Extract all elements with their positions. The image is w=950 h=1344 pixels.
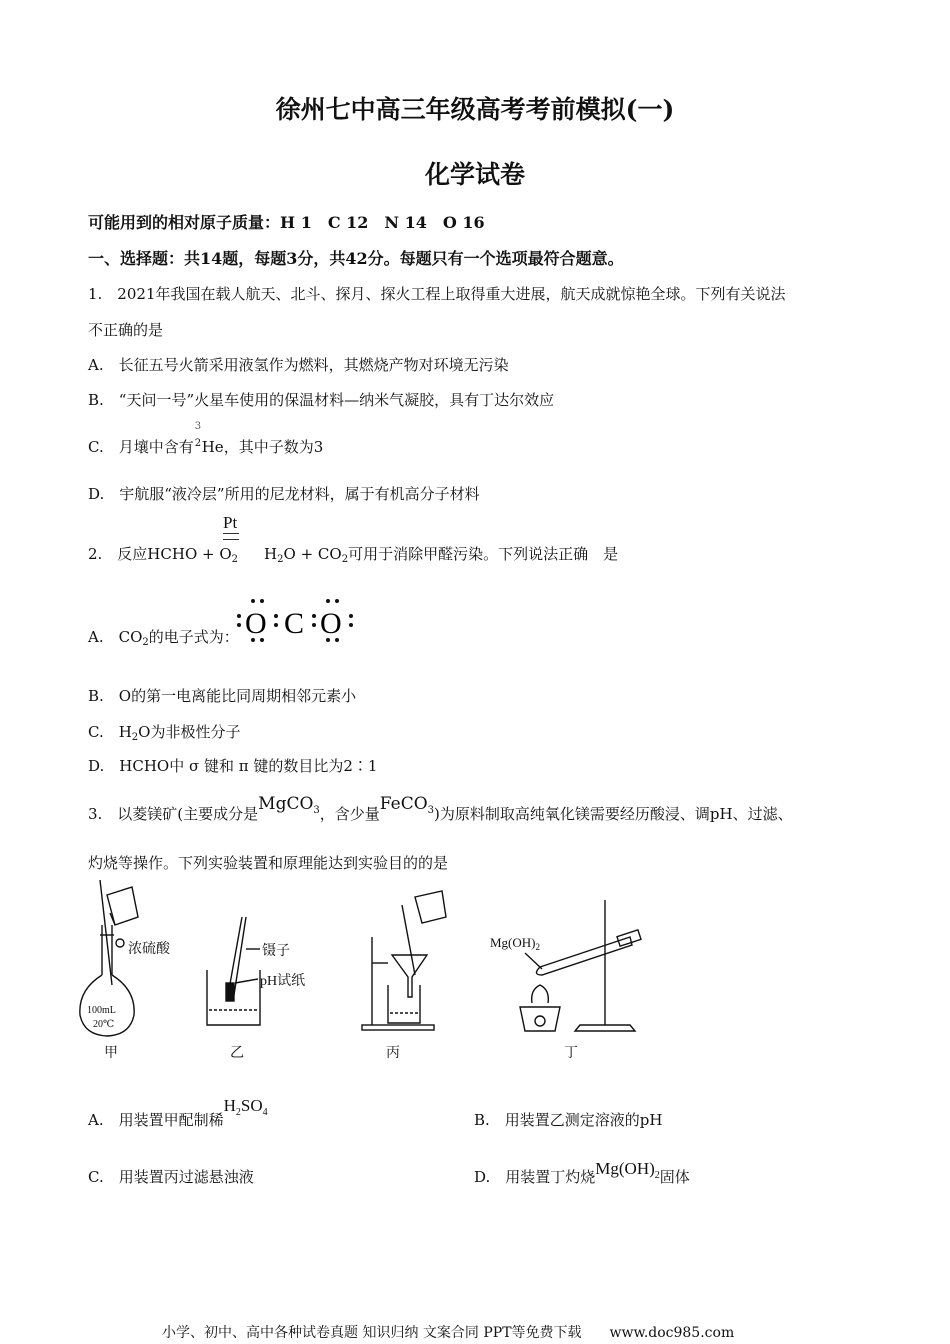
o2-subscript: 2	[231, 554, 239, 565]
co2-a-subscript: 2	[142, 637, 149, 648]
q1-option-a: A. 长征五号火箭采用液氢作为燃料，其燃烧产物对环境无污染	[88, 356, 509, 374]
q2-option-a-post: 的电子式为：	[148, 628, 239, 646]
apparatus-yi	[207, 917, 305, 1061]
flask-volume: 100mL	[87, 1005, 116, 1016]
q2-option-c-pre: C. H	[88, 723, 132, 741]
feco3-formula: FeCO	[379, 794, 428, 814]
q2-option-c	[88, 721, 240, 743]
q1-option-d: D. 宇航服“液冷层”所用的尼龙材料，属于有机高分子材料	[88, 485, 480, 503]
flame	[532, 985, 549, 1003]
h2o-o: O + CO	[283, 545, 342, 563]
q3-option-a-pre: A. 用装置甲配制稀	[88, 1111, 224, 1129]
alcohol-lamp	[520, 1007, 560, 1031]
q3-option-b: B. 用装置乙测定溶液的pH	[474, 1111, 663, 1129]
ph-paper	[226, 983, 234, 1001]
q2-stem-pre: 2. 反应HCHO + O	[88, 545, 232, 563]
mgoh2-formula: Mg(OH)	[595, 1159, 655, 1178]
h2so4-h-subscript: 2	[235, 1107, 241, 1118]
lewis-oxygen-left: O	[245, 607, 267, 640]
co2-lewis-structure	[232, 596, 362, 646]
label-bing: 丙	[386, 1046, 400, 1061]
apparatus-ding	[490, 900, 641, 1061]
h2o-c-subscript: 2	[131, 732, 139, 743]
nuclide-notation	[194, 421, 202, 452]
q2-option-a	[88, 626, 239, 648]
q2-stem	[88, 543, 618, 565]
q3-option-d-post: 固体	[659, 1168, 690, 1186]
lewis-carbon: C	[284, 607, 305, 640]
mass-number: 3	[194, 421, 202, 432]
q1-option-c-pre: C. 月壤中含有	[88, 438, 194, 456]
atomic-masses: 可能用到的相对原子质量：H 1 C 12 N 14 O 16	[88, 213, 485, 232]
stand-base	[362, 1025, 434, 1030]
tweezers-label: 镊子	[262, 944, 290, 959]
label-yi: 乙	[230, 1046, 244, 1061]
apparatus-bing	[362, 891, 446, 1061]
q3-stem-line2: 灼烧等操作。下列实验装置和原理能达到实验目的的是	[88, 854, 449, 872]
ph-paper-label: pH试纸	[260, 974, 306, 989]
reaction-equals	[223, 533, 239, 540]
q3-stem-post: )为原料制取高纯氧化镁需要经历酸浸、调pH、过滤、	[434, 805, 793, 823]
mgoh2-label: $Mg(OH)_2$	[490, 935, 540, 952]
q1-stem-line2: 不正确的是	[88, 321, 164, 339]
q1-option-c	[88, 421, 324, 457]
feco3-subscript: 3	[427, 805, 435, 816]
q2-option-b: B. O的第一电离能比同周期相邻元素小	[88, 687, 357, 705]
funnel	[392, 955, 427, 997]
q3-option-d-pre: D. 用装置丁灼烧	[474, 1168, 596, 1186]
mgco3-formula: MgCO	[258, 794, 314, 814]
catalyst-label: Pt	[223, 513, 238, 532]
mgco3-subscript: 3	[313, 805, 320, 816]
apparatus-jia	[80, 880, 171, 1061]
exam-title: 徐州七中高三年级高考考前模拟(一)	[275, 95, 675, 124]
pouring-beaker	[107, 887, 138, 925]
q2-option-c-post: O为非极性分子	[138, 723, 241, 741]
q3-option-a	[88, 1096, 268, 1132]
stand-base-ding	[575, 1025, 635, 1031]
q3-option-c: C. 用装置丙过滤悬浊液	[88, 1168, 254, 1186]
test-tube	[536, 937, 632, 975]
footer-text: 小学、初中、高中各种试卷真题 知识归纳 文案合同 PPT等免费下载 www.doc985.com	[162, 1325, 735, 1341]
label-jia: 甲	[104, 1046, 118, 1061]
q1-option-c-post: ，其中子数为3	[223, 438, 324, 456]
element-symbol: He	[201, 438, 224, 456]
stopper	[116, 939, 124, 947]
q3-stem-pre: 3. 以菱镁矿(主要成分是	[88, 805, 259, 823]
pouring-beaker-bing	[415, 891, 446, 923]
label-ding: 丁	[564, 1046, 578, 1061]
apparatus-figure	[70, 875, 670, 1065]
q2-stem-post: 可用于消除甲醛污染。下列说法正确 是	[348, 545, 619, 563]
h2so4-o-subscript: 4	[262, 1107, 268, 1118]
exam-subtitle: 化学试卷	[424, 160, 525, 189]
q2-option-a-pre: A. CO	[88, 628, 143, 646]
q3-option-d	[474, 1159, 690, 1189]
h2so4-h: H	[223, 1096, 236, 1115]
glass-rod-bing	[402, 905, 415, 975]
co2-subscript: 2	[341, 554, 349, 565]
h2o-h: H	[264, 545, 278, 563]
q1-stem-line1: 1. 2021年我国在载人航天、北斗、探月、探火工程上取得重大进展，航天成就惊艳全球。下列有关说法	[88, 285, 786, 303]
q3-stem-mid: ，含少量	[319, 805, 380, 823]
h2so4-so: SO	[240, 1096, 263, 1115]
atomic-number: 2	[194, 438, 202, 449]
receiving-beaker	[388, 985, 420, 1023]
mgoh2-subscript: 2	[654, 1170, 660, 1181]
h2o-subscript: 2	[277, 554, 284, 565]
q1-option-b: B. “天问一号”火星车使用的保温材料—纳米气凝胶，具有丁达尔效应	[88, 391, 555, 409]
q3-stem-line1	[88, 794, 793, 826]
flask-temp: 20℃	[93, 1019, 115, 1030]
section-one-heading: 一、选择题：共14题，每题3分，共42分。每题只有一个选项最符合题意。	[88, 249, 624, 268]
lewis-oxygen-right: O	[320, 607, 342, 640]
acid-label: 浓硫酸	[128, 942, 170, 957]
q2-option-d: D. HCHO中 σ 键和 π 键的数目比为2∶1	[88, 757, 378, 775]
